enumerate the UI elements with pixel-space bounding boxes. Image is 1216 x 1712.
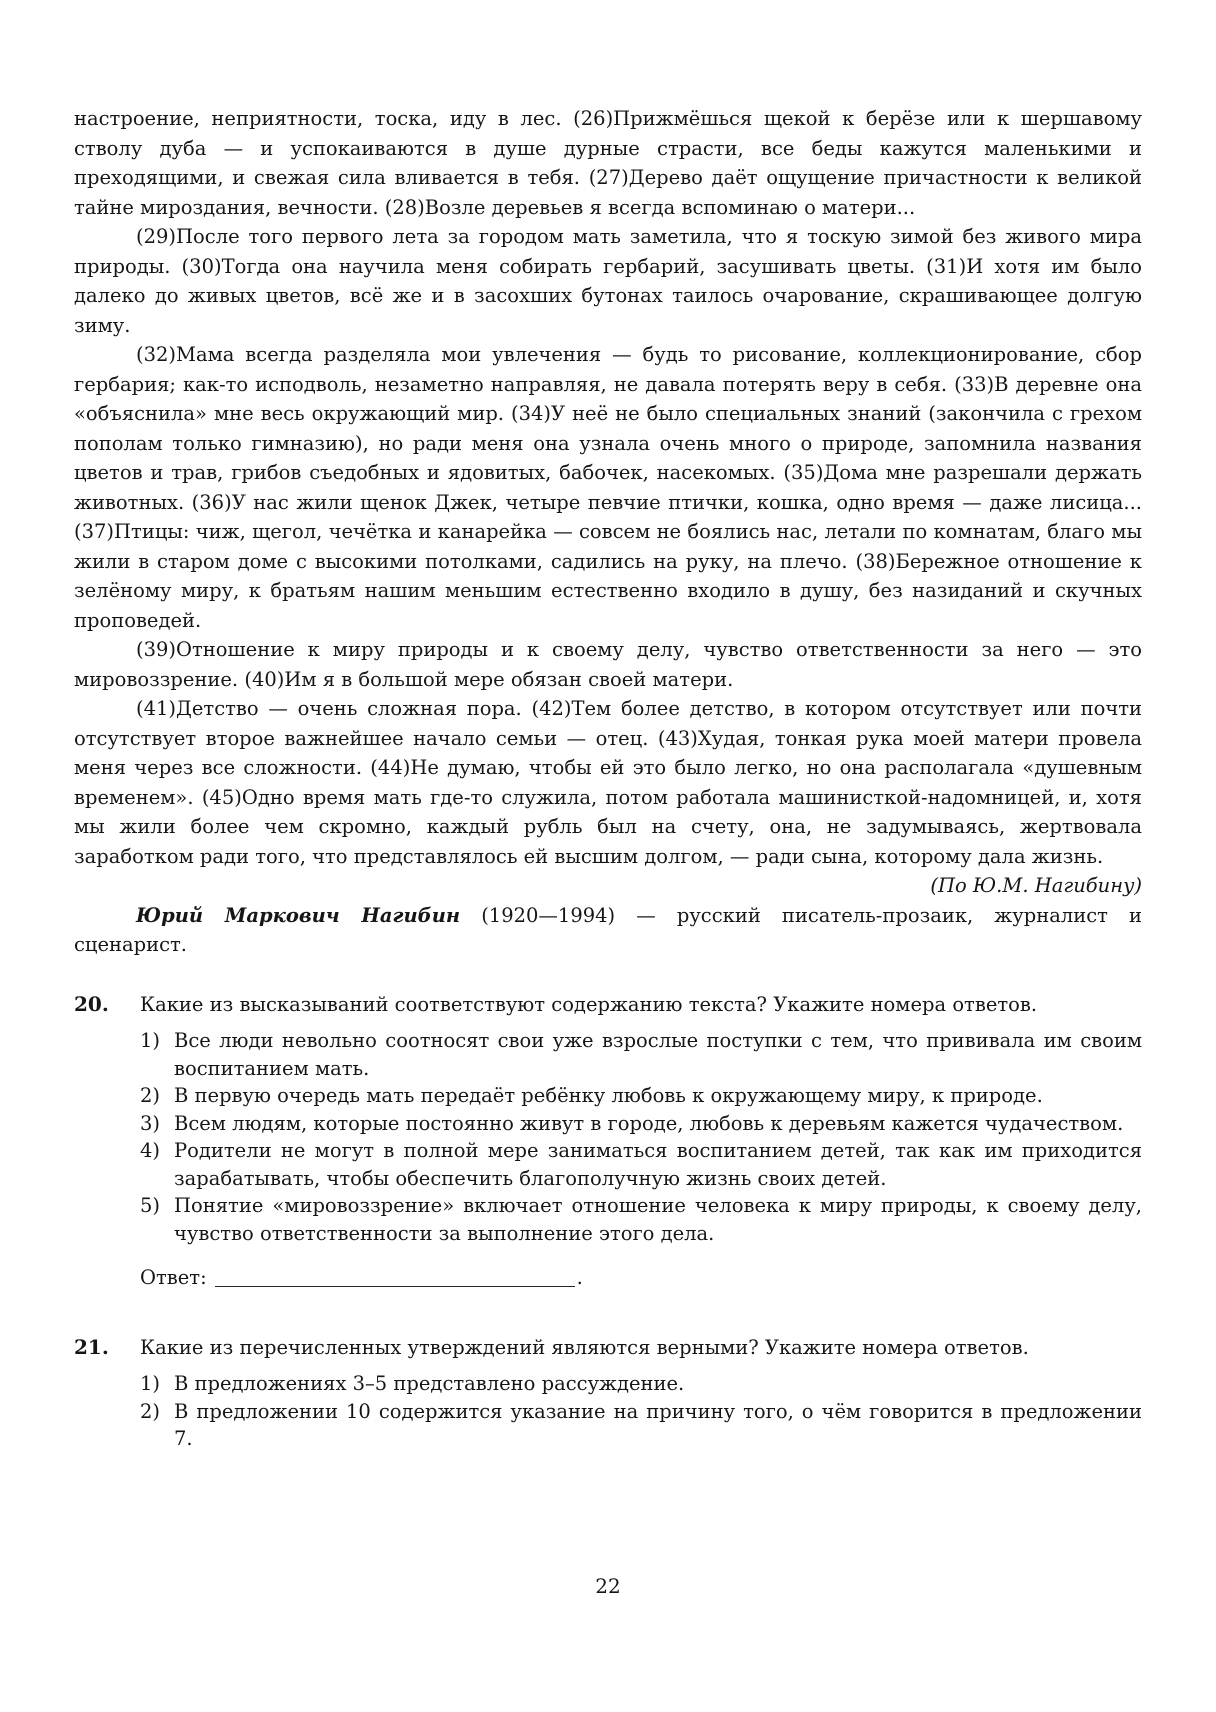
passage-paragraph-3: (32)Мама всегда разделяла мои увлечения — будь то рисование, коллекционирование, сбор гербария; как-то исподволь, незаметно направляя, не давала потерять веру в себя. (33)В деревне она «объяснила» мне весь окружающий мир. (34)У неё не было специальных знаний (закончила с грехом пополам только гимназию), но ради меня она узнала очень много о природе, запомнила названия цветов и трав, грибов съедобных и ядовитых, бабочек, насекомых. (35)Дома мне разрешали держать животных. (36)У нас жили щенок Джек, четыре певчие птички, кошка, одно время — даже лисица... (37)Птицы: чиж, щегол, чечётка и канарейка — совсем не боялись нас, летали по комнатам, благо мы жили в старом доме с высокими потолками, садились на руку, на плечо. (38)Бережное отношение к зелёному миру, к братьям нашим меньшим естественно входило в душу, без назиданий и скучных проповедей. (74, 343, 1142, 632)
task-20-option-2 (140, 1082, 1142, 1110)
task-21-options (140, 1370, 1142, 1453)
option-number: 4) (140, 1139, 161, 1162)
task-20-answer (140, 1263, 1142, 1293)
answer-end-dot: . (576, 1266, 583, 1289)
answer-label: Ответ: (140, 1266, 207, 1289)
task-20 (74, 990, 1142, 1293)
option-number: 3) (140, 1111, 161, 1135)
author-bio-text: (1920—1994) — русский писатель-прозаик, журналист и сценарист. (74, 903, 1142, 956)
option-text: Всем людям, которые постоянно живут в городе, любовь к деревьям кажется чудачеством. (174, 1111, 1124, 1135)
text-passage (74, 104, 1142, 871)
answer-input-line[interactable] (215, 1266, 575, 1287)
task-21-number: 21. (74, 1334, 109, 1359)
passage-paragraph-5: (41)Детство — очень сложная пора. (42)Тем более детство, в котором отсутствует или почти отсутствует второе важнейшее начало семьи — отец. (43)Худая, тонкая рука моей матери провела меня через все сложности. (44)Не думаю, чтобы ей это было легко, но она располагала «душевным временем». (45)Одно время мать где-то служила, потом работала машинисткой-надомницей, и, хотя мы жили более чем скромно, каждый рубль был на счету, она, не задумываясь, жертвовала заработком ради того, что представлялось ей высшим долгом, — ради сына, которому дала жизнь. (74, 697, 1142, 868)
option-text: Родители не могут в полной мере заниматься воспитанием детей, так как им приходится зарабатывать, чтобы обеспечить благополучную жизнь своих детей. (174, 1139, 1142, 1190)
author-bio (74, 901, 1142, 960)
source-attribution: (По Ю.М. Нагибину) (930, 874, 1142, 897)
option-text: Понятие «мировоззрение» включает отношение человека к миру природы, к своему делу, чувство ответственности за выполнение этого дела. (174, 1194, 1142, 1245)
option-text: В первую очередь мать передаёт ребёнку любовь к окружающему миру, к природе. (174, 1084, 1043, 1107)
option-text: Все люди невольно соотносят свои уже взрослые поступки с тем, что прививала им своим воспитанием мать. (174, 1029, 1142, 1080)
task-20-number: 20. (74, 991, 109, 1016)
task-20-question: Какие из высказываний соответствуют содержанию текста? Укажите номера ответов. (140, 992, 1038, 1016)
author-name: Юрий Маркович Нагибин (136, 903, 461, 927)
task-20-options (140, 1027, 1142, 1247)
task-21-question: Какие из перечисленных утверждений являются верными? Укажите номера ответов. (140, 1335, 1029, 1359)
task-20-option-5 (140, 1192, 1142, 1247)
task-20-option-4 (140, 1137, 1142, 1192)
option-number: 5) (140, 1194, 161, 1217)
option-number: 2) (140, 1084, 161, 1107)
option-number: 1) (140, 1029, 161, 1052)
option-number: 2) (140, 1399, 161, 1423)
page-number: 22 (595, 1574, 621, 1598)
option-number: 1) (140, 1372, 161, 1395)
task-21 (74, 1333, 1142, 1453)
task-20-option-1 (140, 1027, 1142, 1082)
passage-paragraph-4: (39)Отношение к миру природы и к своему делу, чувство ответственности за него — это мировоззрение. (40)Им я в большой мере обязан своей матери. (74, 638, 1142, 691)
passage-paragraph-2: (29)После того первого лета за городом мать заметила, что я тоскую зимой без живого мира природы. (30)Тогда она научила меня собирать гербарий, засушивать цветы. (31)И хотя им было далеко до живых цветов, всё же и в засохших бутонах таилось очарование, скрашивающее долгую зиму. (74, 225, 1142, 337)
option-text: В предложениях 3–5 представлено рассуждение. (174, 1372, 685, 1395)
task-20-option-3 (140, 1110, 1142, 1138)
task-21-option-2 (140, 1398, 1142, 1453)
page-content (74, 104, 1142, 1453)
option-text: В предложении 10 содержится указание на причину того, о чём говорится в предложении 7. (174, 1399, 1142, 1450)
task-21-option-1 (140, 1370, 1142, 1398)
passage-paragraph-1: настроение, неприятности, тоска, иду в лес. (26)Прижмёшься щекой к берёзе или к шершавому стволу дуба — и успокаиваются в душе дурные страсти, все беды кажутся маленькими и преходящими, и свежая сила вливается в тебя. (27)Дерево даёт ощущение причастности к великой тайне мироздания, вечности. (28)Возле деревьев я всегда вспоминаю о матери... (74, 107, 1142, 219)
